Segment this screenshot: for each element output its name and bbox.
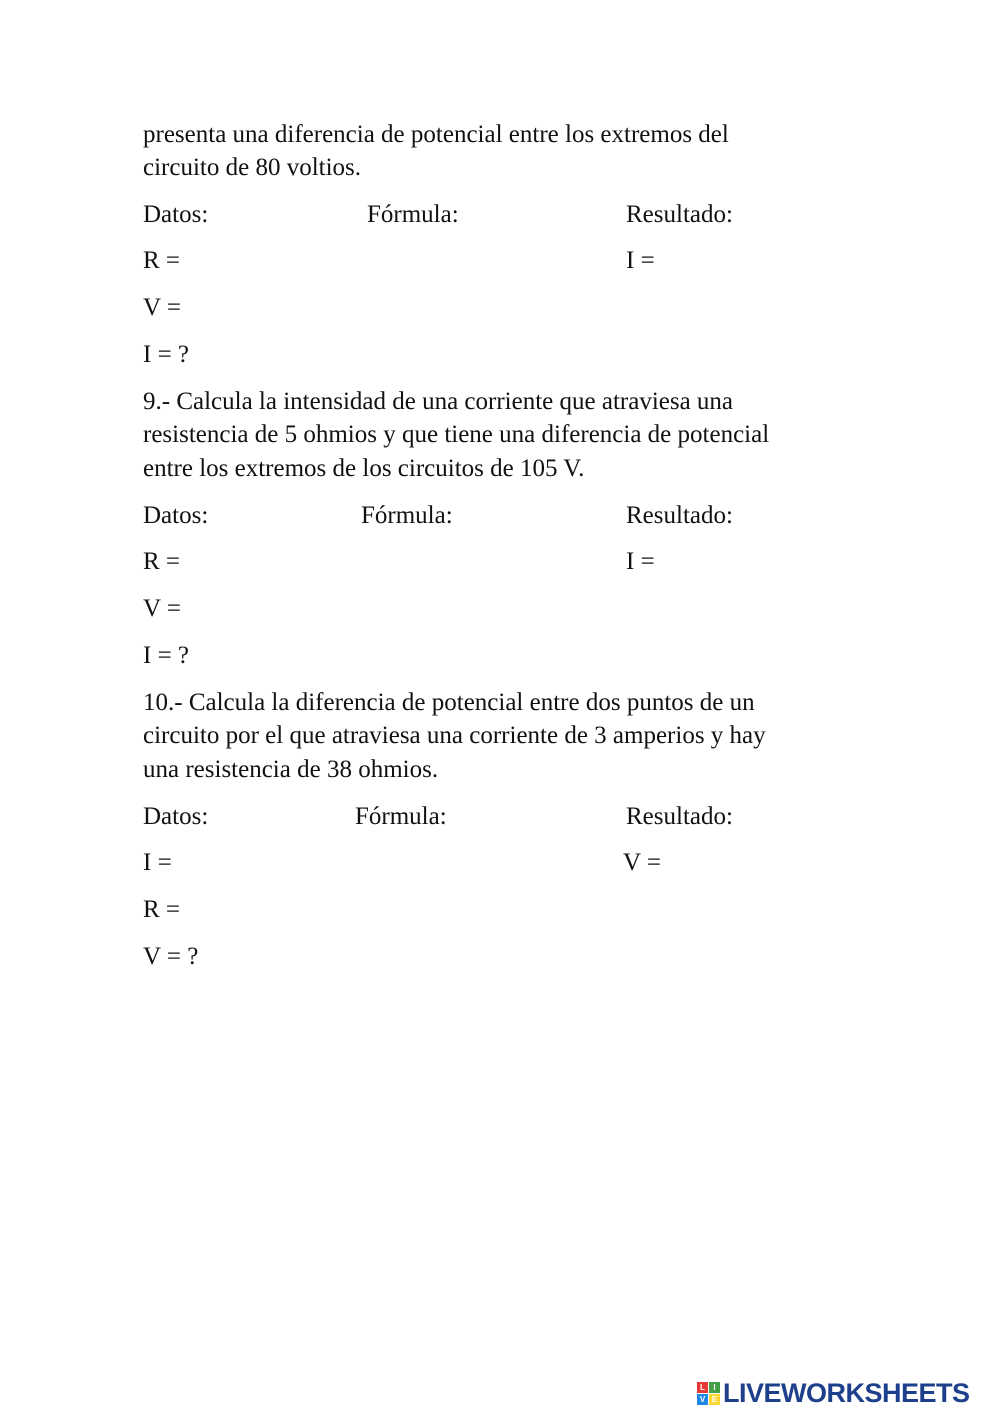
- result-line-1: I =: [626, 247, 655, 274]
- logo-mark-tile: I: [709, 1382, 720, 1393]
- logo-mark-tile: V: [697, 1394, 708, 1405]
- intro-line-2: circuito de 80 voltios.: [143, 154, 362, 181]
- result-line-2: I =: [626, 548, 655, 575]
- formula-label-1: Fórmula:: [367, 201, 459, 228]
- data-line-1-2: V =: [143, 294, 181, 321]
- formula-label-2: Fórmula:: [361, 502, 453, 529]
- resultado-label-1: Resultado:: [626, 201, 733, 228]
- q9-line-2: resistencia de 5 ohmios y que tiene una diferencia de potencial: [143, 421, 770, 448]
- intro-line-1: presenta una diferencia de potencial entre los extremos del: [143, 121, 729, 148]
- data-line-2-1: R =: [143, 548, 181, 575]
- formula-label-3: Fórmula:: [355, 803, 447, 830]
- result-line-3: V =: [623, 849, 661, 876]
- q9-line-3: entre los extremos de los circuitos de 105 V.: [143, 455, 585, 482]
- data-line-3-3: V = ?: [143, 943, 199, 970]
- resultado-label-2: Resultado:: [626, 502, 733, 529]
- data-line-1-3: I = ?: [143, 341, 190, 368]
- q10-line-3: una resistencia de 38 ohmios.: [143, 756, 439, 783]
- q10-line-2: circuito por el que atraviesa una corriente de 3 amperios y hay: [143, 722, 766, 749]
- datos-label-3: Datos:: [143, 803, 209, 830]
- resultado-label-3: Resultado:: [626, 803, 733, 830]
- data-line-2-2: V =: [143, 595, 181, 622]
- q9-line-1: 9.- Calcula la intensidad de una corriente que atraviesa una: [143, 388, 734, 415]
- data-line-3-1: I =: [143, 849, 172, 876]
- datos-label-2: Datos:: [143, 502, 209, 529]
- liveworksheets-logo: [697, 1376, 970, 1410]
- datos-label-1: Datos:: [143, 201, 209, 228]
- data-line-3-2: R =: [143, 896, 181, 923]
- logo-mark-tile: E: [709, 1394, 720, 1405]
- logo-text: LIVEWORKSHEETS: [723, 1377, 970, 1408]
- logo-mark-icon: [697, 1382, 720, 1405]
- data-line-2-3: I = ?: [143, 642, 190, 669]
- logo-mark-tile: L: [697, 1382, 708, 1393]
- q10-line-1: 10.- Calcula la diferencia de potencial entre dos puntos de un: [143, 689, 755, 716]
- data-line-1-1: R =: [143, 247, 181, 274]
